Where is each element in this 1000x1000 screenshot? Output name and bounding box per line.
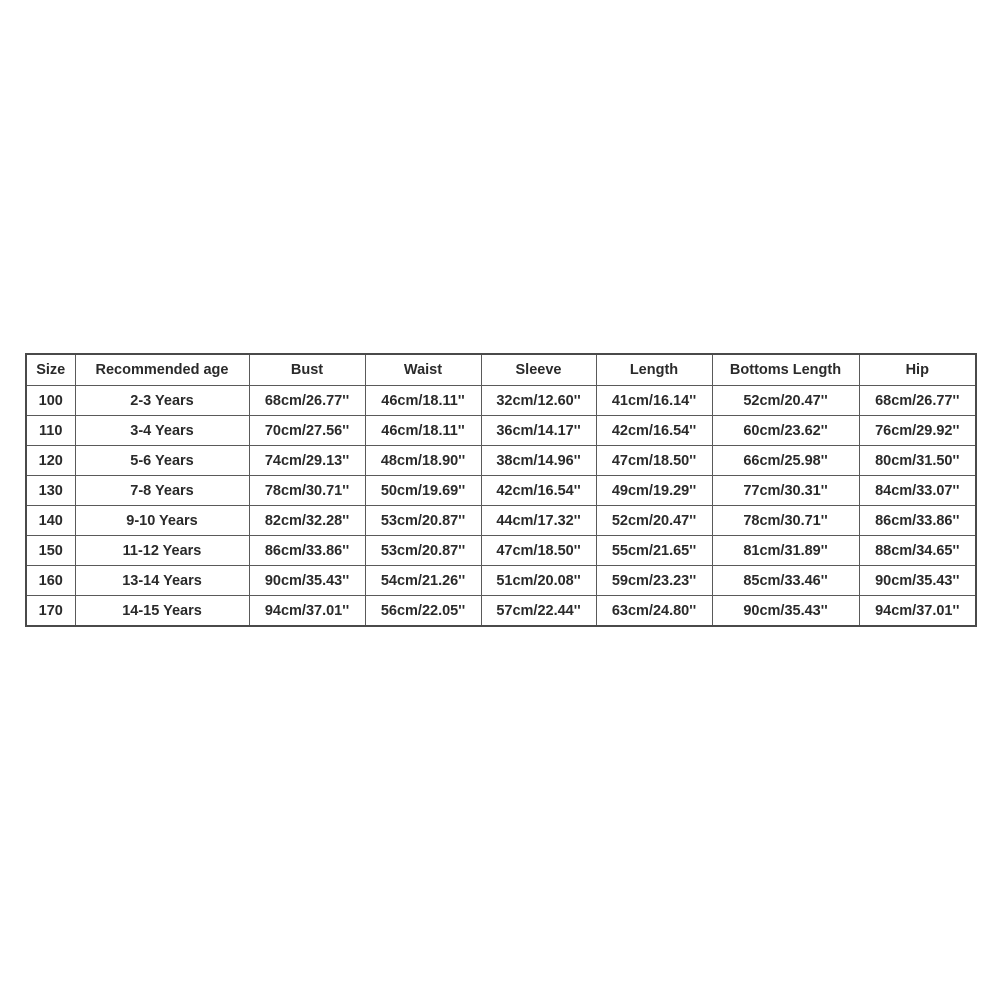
cell-sleeve: 44cm/17.32''	[481, 506, 596, 536]
cell-recommended-age: 7-8 Years	[75, 476, 249, 506]
cell-recommended-age: 11-12 Years	[75, 536, 249, 566]
header-hip: Hip	[859, 354, 976, 386]
table-header	[26, 354, 976, 386]
header-bottoms-length: Bottoms Length	[712, 354, 859, 386]
cell-sleeve: 36cm/14.17''	[481, 416, 596, 446]
header-length: Length	[596, 354, 712, 386]
cell-recommended-age: 9-10 Years	[75, 506, 249, 536]
cell-waist: 50cm/19.69''	[365, 476, 481, 506]
cell-length: 63cm/24.80''	[596, 596, 712, 627]
cell-length: 59cm/23.23''	[596, 566, 712, 596]
cell-size: 160	[26, 566, 75, 596]
cell-bust: 74cm/29.13''	[249, 446, 365, 476]
table-row	[26, 446, 976, 476]
cell-sleeve: 57cm/22.44''	[481, 596, 596, 627]
cell-hip: 90cm/35.43''	[859, 566, 976, 596]
cell-bottoms-length: 52cm/20.47''	[712, 386, 859, 416]
cell-size: 150	[26, 536, 75, 566]
cell-bottoms-length: 66cm/25.98''	[712, 446, 859, 476]
cell-length: 41cm/16.14''	[596, 386, 712, 416]
header-row	[26, 354, 976, 386]
cell-sleeve: 38cm/14.96''	[481, 446, 596, 476]
header-recommended-age: Recommended age	[75, 354, 249, 386]
cell-length: 42cm/16.54''	[596, 416, 712, 446]
cell-hip: 94cm/37.01''	[859, 596, 976, 627]
table-row	[26, 566, 976, 596]
cell-hip: 68cm/26.77''	[859, 386, 976, 416]
cell-bottoms-length: 60cm/23.62''	[712, 416, 859, 446]
header-bust: Bust	[249, 354, 365, 386]
cell-sleeve: 51cm/20.08''	[481, 566, 596, 596]
cell-size: 100	[26, 386, 75, 416]
cell-hip: 84cm/33.07''	[859, 476, 976, 506]
cell-size: 140	[26, 506, 75, 536]
cell-length: 55cm/21.65''	[596, 536, 712, 566]
cell-length: 49cm/19.29''	[596, 476, 712, 506]
cell-sleeve: 47cm/18.50''	[481, 536, 596, 566]
cell-waist: 54cm/21.26''	[365, 566, 481, 596]
table-row	[26, 506, 976, 536]
cell-hip: 86cm/33.86''	[859, 506, 976, 536]
size-chart-table	[25, 353, 977, 627]
cell-recommended-age: 5-6 Years	[75, 446, 249, 476]
cell-length: 47cm/18.50''	[596, 446, 712, 476]
cell-bust: 90cm/35.43''	[249, 566, 365, 596]
header-waist: Waist	[365, 354, 481, 386]
table-row	[26, 536, 976, 566]
cell-bust: 86cm/33.86''	[249, 536, 365, 566]
cell-waist: 53cm/20.87''	[365, 506, 481, 536]
cell-length: 52cm/20.47''	[596, 506, 712, 536]
cell-recommended-age: 2-3 Years	[75, 386, 249, 416]
cell-bottoms-length: 78cm/30.71''	[712, 506, 859, 536]
cell-bust: 70cm/27.56''	[249, 416, 365, 446]
cell-size: 110	[26, 416, 75, 446]
cell-bottoms-length: 90cm/35.43''	[712, 596, 859, 627]
cell-bust: 78cm/30.71''	[249, 476, 365, 506]
cell-waist: 46cm/18.11''	[365, 416, 481, 446]
cell-bottoms-length: 85cm/33.46''	[712, 566, 859, 596]
cell-waist: 53cm/20.87''	[365, 536, 481, 566]
header-size: Size	[26, 354, 75, 386]
cell-bottoms-length: 81cm/31.89''	[712, 536, 859, 566]
cell-bust: 82cm/32.28''	[249, 506, 365, 536]
table-row	[26, 386, 976, 416]
cell-bottoms-length: 77cm/30.31''	[712, 476, 859, 506]
cell-hip: 88cm/34.65''	[859, 536, 976, 566]
table-body	[26, 386, 976, 627]
cell-size: 170	[26, 596, 75, 627]
table-row	[26, 416, 976, 446]
cell-waist: 46cm/18.11''	[365, 386, 481, 416]
cell-recommended-age: 14-15 Years	[75, 596, 249, 627]
cell-hip: 76cm/29.92''	[859, 416, 976, 446]
table-row	[26, 596, 976, 627]
cell-bust: 94cm/37.01''	[249, 596, 365, 627]
cell-size: 120	[26, 446, 75, 476]
header-sleeve: Sleeve	[481, 354, 596, 386]
cell-sleeve: 32cm/12.60''	[481, 386, 596, 416]
cell-recommended-age: 13-14 Years	[75, 566, 249, 596]
cell-waist: 56cm/22.05''	[365, 596, 481, 627]
cell-bust: 68cm/26.77''	[249, 386, 365, 416]
cell-waist: 48cm/18.90''	[365, 446, 481, 476]
cell-sleeve: 42cm/16.54''	[481, 476, 596, 506]
cell-size: 130	[26, 476, 75, 506]
table-row	[26, 476, 976, 506]
cell-hip: 80cm/31.50''	[859, 446, 976, 476]
cell-recommended-age: 3-4 Years	[75, 416, 249, 446]
